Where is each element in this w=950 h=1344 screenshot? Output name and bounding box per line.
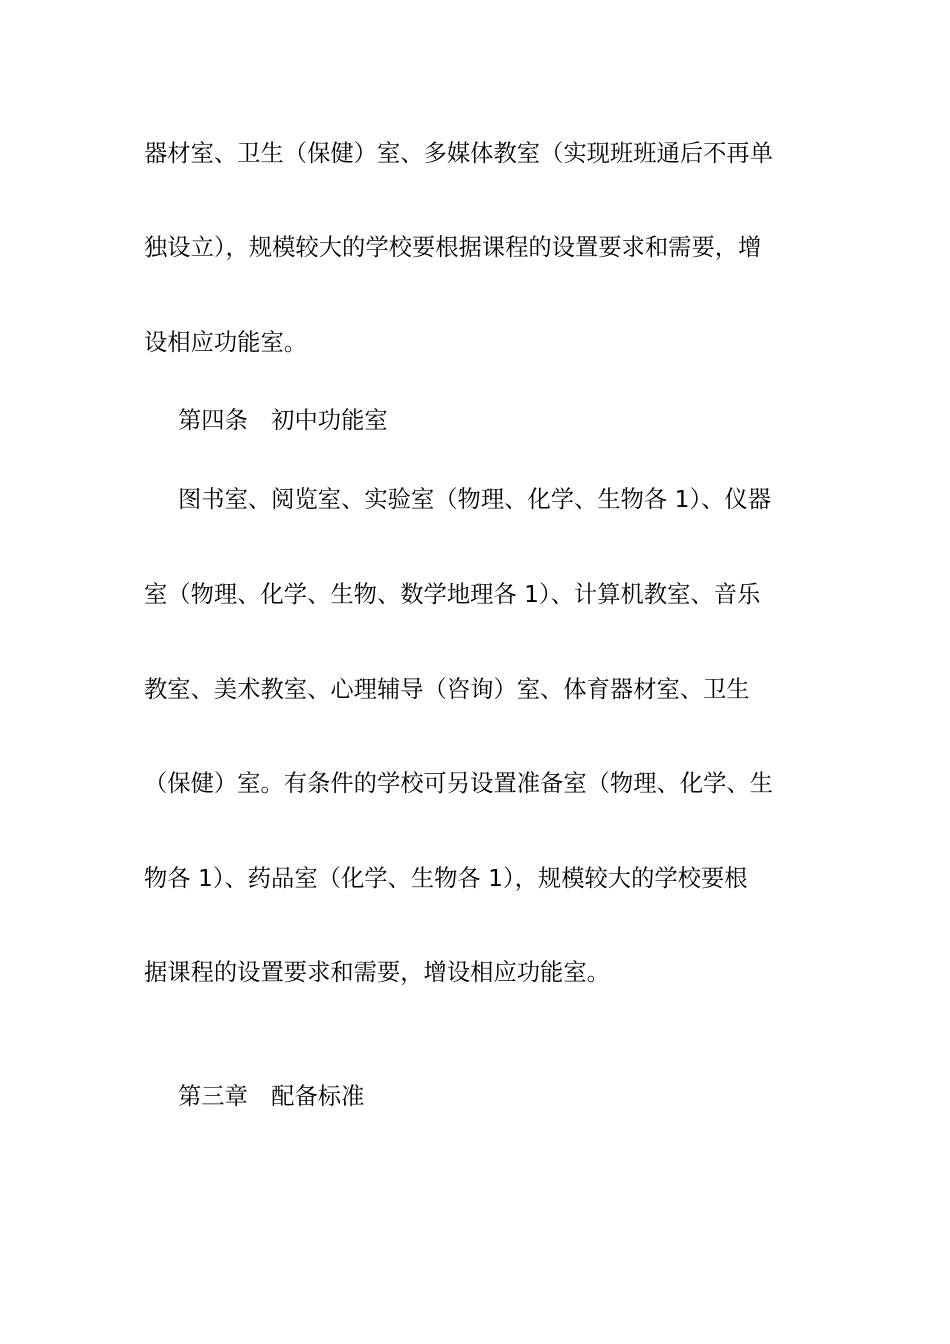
paragraph-2-line-5: 物各 1）、药品室（化学、生物各 1），规模较大的学校要根 [144,865,748,892]
paragraph-2-line-2: 室（物理、化学、生物、数学地理各 1）、计算机教室、音乐 [144,581,761,608]
paragraph-2-line-3: 教室、美术教室、心理辅导（咨询）室、体育器材室、卫生 [144,676,750,703]
paragraph-1-line-3: 设相应功能室。 [144,329,308,356]
paragraph-2-line-1: 图书室、阅览室、实验室（物理、化学、生物各 1）、仪器 [178,486,771,513]
paragraph-2-line-4: （保健）室。有条件的学校可另设置准备室（物理、化学、生 [144,770,774,797]
chapter-3-heading: 第三章 配备标准 [178,1083,365,1110]
paragraph-1-line-2: 独设立），规模较大的学校要根据课程的设置要求和需要，增 [144,234,762,261]
paragraph-2-line-6: 据课程的设置要求和需要，增设相应功能室。 [144,959,610,986]
article-4-heading: 第四条 初中功能室 [178,407,388,434]
paragraph-1-line-1: 器材室、卫生（保健）室、多媒体教室（实现班班通后不再单 [144,140,774,167]
